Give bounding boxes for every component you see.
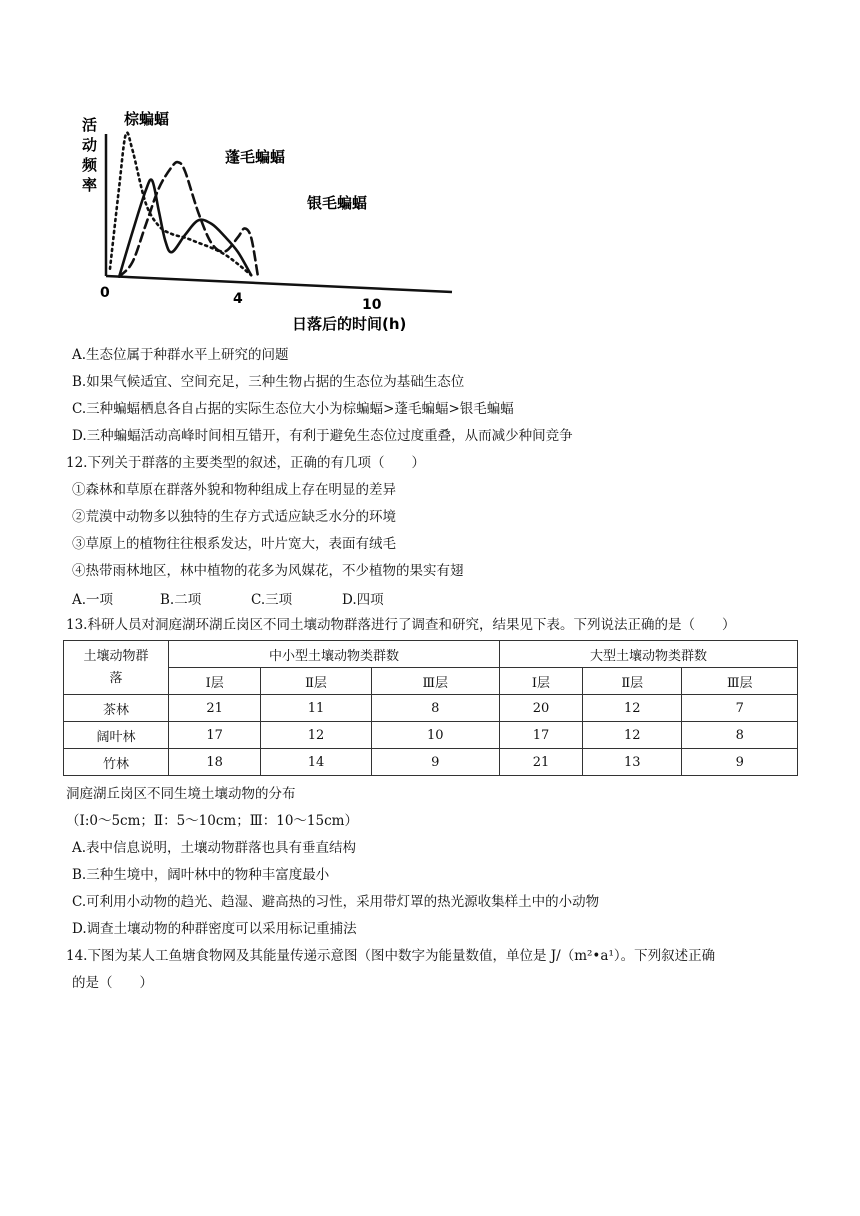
layer-header: Ⅰ层	[499, 668, 582, 695]
table-cell: 21	[499, 749, 582, 776]
corner-line-2: 落	[109, 670, 123, 686]
layer-header: Ⅱ层	[583, 668, 682, 695]
table-row	[64, 695, 798, 722]
table-cell: 7	[682, 695, 798, 722]
q11-option-d: D.三种蝙蝠活动高峰时间相互错开，有利于避免生态位过度重叠，从而减少种间竞争	[72, 428, 573, 444]
table-cell: 8	[682, 722, 798, 749]
y-label-char: 率	[82, 176, 98, 194]
x-tick-0: 0	[100, 285, 110, 301]
table-cell: 17	[169, 722, 261, 749]
q12-item-4: ④热带雨林地区，林中植物的花多为风媒花，不少植物的果实有翅	[72, 563, 464, 579]
y-label-char: 活	[82, 116, 98, 134]
q12-option-b: B.二项	[160, 592, 202, 608]
group-header-small: 中小型土壤动物类群数	[169, 641, 500, 668]
x-axis	[106, 276, 452, 292]
group-header-large: 大型土壤动物类群数	[499, 641, 797, 668]
corner-line-1: 土壤动物群	[83, 648, 149, 664]
table-cell: 17	[499, 722, 582, 749]
q12-option-a: A.一项	[72, 592, 114, 608]
q12-option-c: C.三项	[251, 592, 293, 608]
q13-option-d: D.调查土壤动物的种群密度可以采用标记重捕法	[72, 921, 357, 937]
q13-option-c: C.可利用小动物的趋光、趋湿、避高热的习性，采用带灯罩的热光源收集样土中的小动物	[72, 894, 600, 910]
q14-stem-line-1: 14.下图为某人工鱼塘食物网及其能量传递示意图（图中数字为能量数值，单位是 J/（m²•a¹）。下列叙述正确	[66, 948, 716, 964]
q14-stem-line-2: 的是（ ）	[72, 975, 153, 991]
table-cell: 9	[371, 749, 499, 776]
y-label-char: 动	[82, 136, 98, 154]
x-tick-10: 10	[362, 297, 382, 313]
layer-header: Ⅲ层	[682, 668, 798, 695]
layer-header: Ⅰ层	[169, 668, 261, 695]
y-axis-label	[82, 116, 98, 194]
row-name: 阔叶林	[64, 722, 169, 749]
table-cell: 10	[371, 722, 499, 749]
table-cell: 14	[261, 749, 371, 776]
table-cell: 12	[583, 722, 682, 749]
x-tick-4: 4	[233, 291, 243, 307]
table-cell: 12	[583, 695, 682, 722]
q11-option-b: B.如果气候适宜、空间充足，三种生物占据的生态位为基础生态位	[72, 374, 465, 390]
y-label-char: 频	[82, 156, 98, 174]
q12-item-1: ①森林和草原在群落外貌和物种组成上存在明显的差异	[72, 482, 396, 498]
bat-activity-chart	[70, 96, 470, 346]
layer-header: Ⅲ层	[371, 668, 499, 695]
table-cell: 18	[169, 749, 261, 776]
q12-stem: 12.下列关于群落的主要类型的叙述，正确的有几项（ ）	[66, 455, 425, 471]
layer-header: Ⅱ层	[261, 668, 371, 695]
q12-option-d: D.四项	[342, 592, 384, 608]
q13-option-a: A.表中信息说明，土壤动物群落也具有垂直结构	[72, 840, 357, 856]
table-header-row	[64, 641, 798, 668]
series-label-hoary-bat: 蓬毛蝙蝠	[225, 148, 286, 166]
q12-item-2: ②荒漠中动物多以独特的生存方式适应缺乏水分的环境	[72, 509, 396, 525]
table-corner-cell	[64, 641, 169, 695]
table-note: （Ⅰ:0～5cm；Ⅱ：5～10cm；Ⅲ：10～15cm）	[66, 813, 358, 829]
soil-animal-table	[63, 640, 798, 776]
table-cell: 9	[682, 749, 798, 776]
row-name: 竹林	[64, 749, 169, 776]
table-row	[64, 722, 798, 749]
table-row	[64, 749, 798, 776]
q11-option-c: C.三种蝙蝠栖息各自占据的实际生态位大小为棕蝙蝠>蓬毛蝙蝠>银毛蝙蝠	[72, 401, 514, 417]
table-cell: 8	[371, 695, 499, 722]
series-label-brown-bat: 棕蝙蝠	[124, 110, 170, 128]
row-name: 茶林	[64, 695, 169, 722]
q13-stem: 13.科研人员对洞庭湖环湖丘岗区不同土壤动物群落进行了调查和研究，结果见下表。下列说法正确的是（ ）	[66, 617, 736, 633]
series-hoary-bat	[119, 180, 251, 277]
table-layer-row	[64, 668, 798, 695]
q13-option-b: B.三种生境中，阔叶林中的物种丰富度最小	[72, 867, 330, 883]
table-cell: 13	[583, 749, 682, 776]
series-label-silver-haired-bat: 银毛蝙蝠	[307, 194, 368, 212]
table-cell: 20	[499, 695, 582, 722]
table-caption: 洞庭湖丘岗区不同生境土壤动物的分布	[66, 786, 296, 802]
table-cell: 12	[261, 722, 371, 749]
q12-item-3: ③草原上的植物往往根系发达，叶片宽大，表面有绒毛	[72, 536, 396, 552]
x-axis-label: 日落后的时间(h)	[292, 315, 407, 333]
q11-option-a: A.生态位属于种群水平上研究的问题	[72, 347, 289, 363]
table-cell: 11	[261, 695, 371, 722]
table-cell: 21	[169, 695, 261, 722]
